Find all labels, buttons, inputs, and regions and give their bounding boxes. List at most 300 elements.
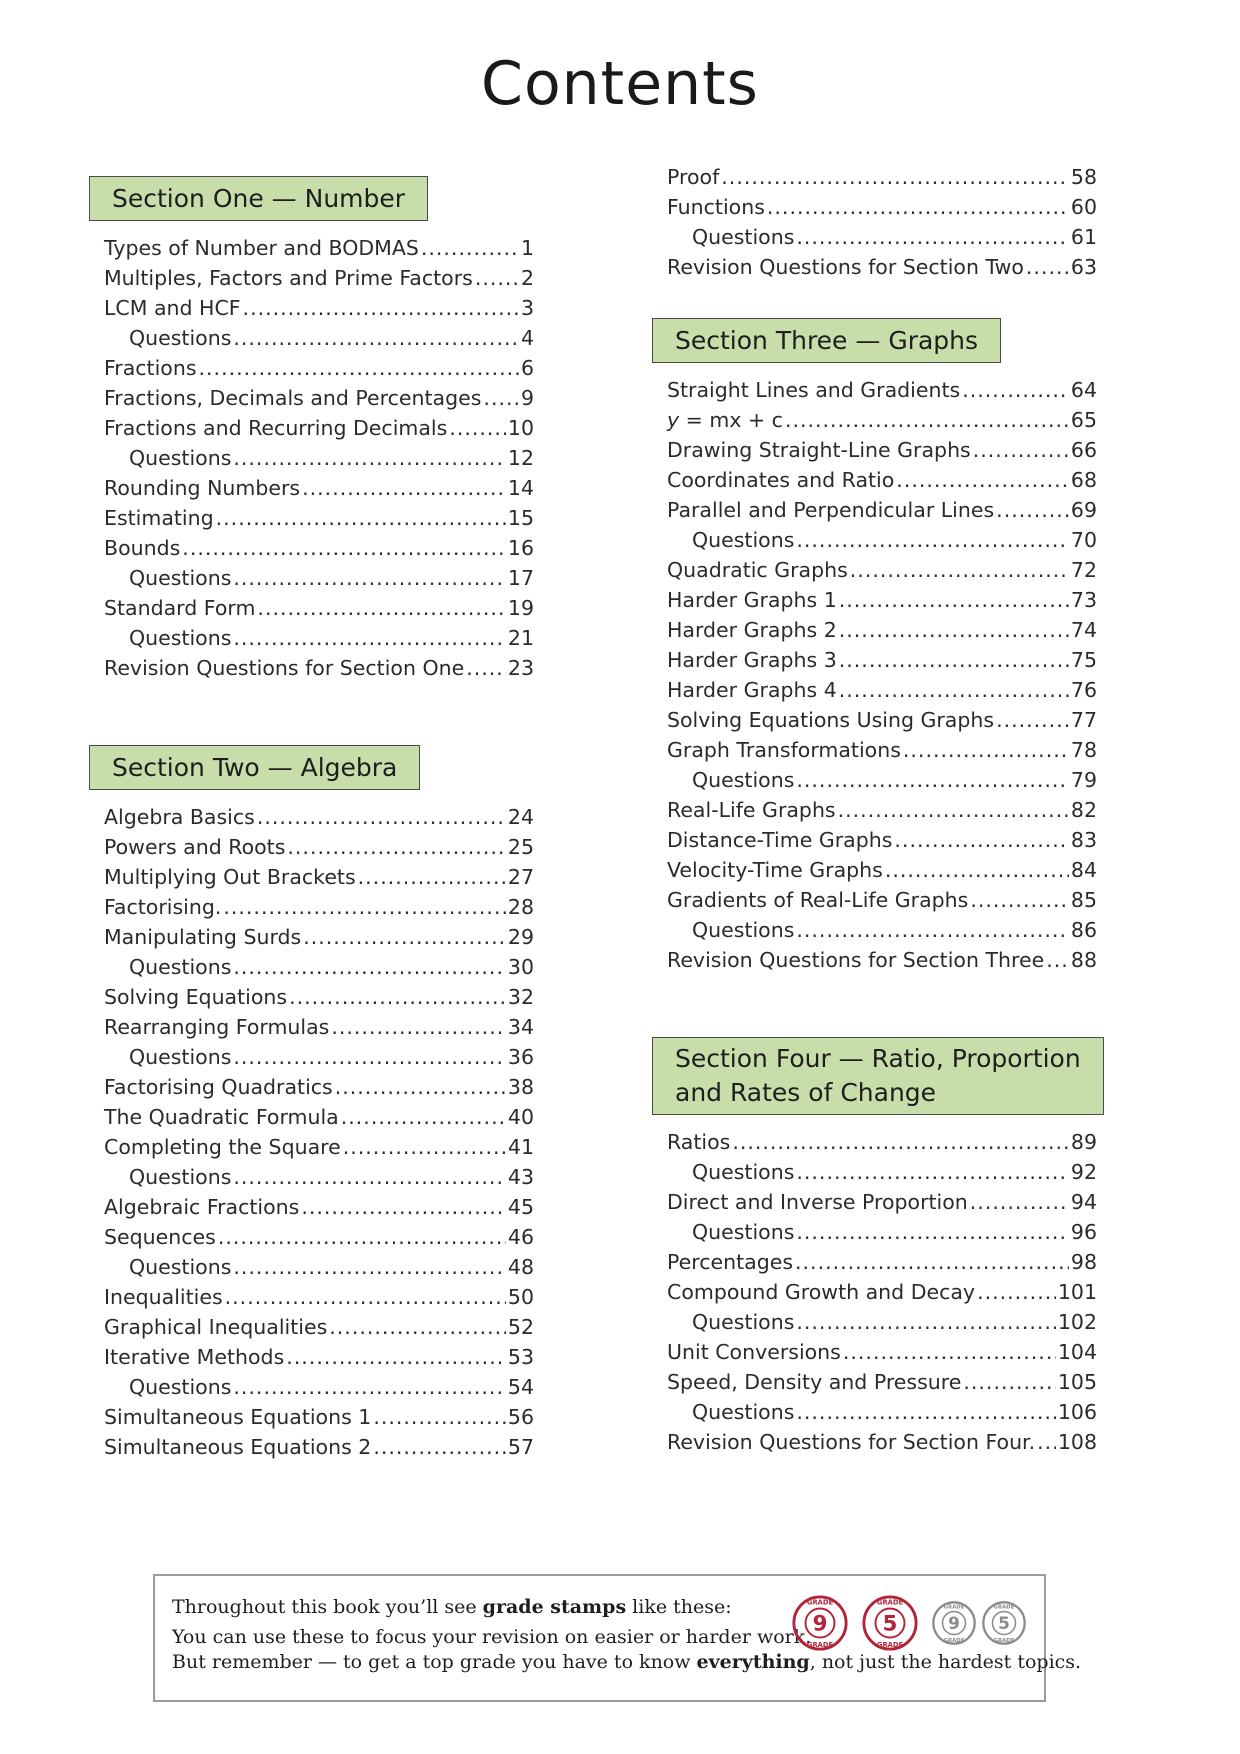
entry-page-number: 69 — [1070, 498, 1097, 522]
entry-page-number: 48 — [507, 1255, 534, 1279]
entry-page-number: 64 — [1070, 378, 1097, 402]
entry-page-number: 52 — [507, 1315, 534, 1339]
contents-entry[interactable] — [652, 765, 1097, 795]
contents-entry[interactable] — [89, 1372, 534, 1402]
contents-entry[interactable] — [652, 1427, 1097, 1457]
contents-entry[interactable] — [652, 162, 1097, 192]
entry-label: Bounds — [104, 536, 181, 560]
contents-entry[interactable] — [89, 293, 534, 323]
entry-page-number: 1 — [520, 236, 534, 260]
entry-label: Questions — [692, 918, 795, 942]
entry-label: Fractions, Decimals and Percentages — [104, 386, 482, 410]
dot-leader — [796, 222, 1069, 252]
notice-bold-text: grade stamps — [482, 1596, 627, 1618]
contents-entry[interactable] — [652, 1157, 1097, 1187]
entry-label: Functions — [667, 195, 765, 219]
entry-label: y = mx + c — [667, 408, 783, 432]
dot-leader — [287, 832, 506, 862]
dot-leader — [358, 862, 506, 892]
entry-label: Questions — [129, 1375, 232, 1399]
entry-label: Questions — [692, 225, 795, 249]
entry-page-number: 74 — [1070, 618, 1097, 642]
entry-label: Questions — [692, 528, 795, 552]
dot-leader — [257, 802, 506, 832]
dot-leader — [785, 405, 1069, 435]
contents-entry[interactable] — [652, 825, 1097, 855]
contents-entry[interactable] — [89, 982, 534, 1012]
section-spacer — [89, 683, 534, 745]
entry-page-number: 88 — [1070, 948, 1097, 972]
contents-entry[interactable] — [89, 383, 534, 413]
dot-leader — [223, 892, 506, 922]
entry-label: LCM and HCF — [104, 296, 241, 320]
entry-label: Revision Questions for Section Three — [667, 948, 1045, 972]
contents-entry[interactable] — [89, 862, 534, 892]
entry-label: Estimating — [104, 506, 214, 530]
entry-label: Standard Form — [104, 596, 256, 620]
dot-leader — [225, 1282, 506, 1312]
dot-leader — [218, 1222, 506, 1252]
dot-leader — [885, 855, 1069, 885]
contents-entry[interactable] — [652, 555, 1097, 585]
entry-page-number: 92 — [1070, 1160, 1097, 1184]
entry-label: Questions — [129, 1255, 232, 1279]
dot-leader — [1046, 945, 1069, 975]
grade-stamp-icon — [791, 1594, 849, 1652]
entry-page-number: 84 — [1070, 858, 1097, 882]
dot-leader — [233, 623, 506, 653]
page-title: Contents — [481, 49, 759, 119]
entry-page-number: 25 — [507, 835, 534, 859]
entry-label: Questions — [129, 1045, 232, 1069]
dot-leader — [796, 1397, 1055, 1427]
dot-leader — [182, 533, 506, 563]
entry-label: Harder Graphs 2 — [667, 618, 837, 642]
entry-label: Manipulating Surds — [104, 925, 302, 949]
dot-leader — [839, 645, 1069, 675]
dot-leader — [329, 1312, 506, 1342]
entry-page-number: 36 — [507, 1045, 534, 1069]
entry-page-number: 9 — [520, 386, 534, 410]
contents-entry[interactable] — [652, 1337, 1097, 1367]
entry-label: Fractions and Recurring Decimals — [104, 416, 448, 440]
contents-entry[interactable] — [652, 1187, 1097, 1217]
entry-page-number: 34 — [507, 1015, 534, 1039]
entry-page-number: 76 — [1070, 678, 1097, 702]
entry-page-number: 89 — [1070, 1130, 1097, 1154]
entry-label: Solving Equations — [104, 985, 288, 1009]
dot-leader — [996, 705, 1069, 735]
dot-leader — [796, 1307, 1055, 1337]
contents-entry[interactable] — [652, 1307, 1097, 1337]
entry-label: Iterative Methods — [104, 1345, 285, 1369]
contents-entry[interactable] — [89, 473, 534, 503]
entry-page-number: 17 — [507, 566, 534, 590]
entry-page-number: 63 — [1070, 255, 1097, 279]
contents-entry[interactable] — [89, 263, 534, 293]
contents-entry[interactable] — [652, 855, 1097, 885]
entry-page-number: 23 — [507, 656, 534, 680]
entry-page-number: 40 — [507, 1105, 534, 1129]
contents-entry[interactable] — [89, 563, 534, 593]
contents-entry[interactable] — [89, 1102, 534, 1132]
contents-entry[interactable] — [652, 885, 1097, 915]
entry-label: Questions — [129, 626, 232, 650]
entry-page-number: 12 — [507, 446, 534, 470]
dot-leader — [243, 293, 519, 323]
dot-leader — [341, 1102, 506, 1132]
entry-page-number: 105 — [1057, 1370, 1097, 1394]
entry-label: Questions — [692, 1310, 795, 1334]
contents-entry[interactable] — [652, 252, 1097, 282]
entry-page-number: 60 — [1070, 195, 1097, 219]
entry-label: Algebra Basics — [104, 805, 255, 829]
grade-stamp-icon — [861, 1594, 919, 1652]
dot-leader — [838, 795, 1069, 825]
entry-label: Questions — [129, 446, 232, 470]
dot-leader — [233, 1372, 506, 1402]
contents-entry[interactable] — [89, 952, 534, 982]
dot-leader — [233, 1252, 506, 1282]
entry-label: Straight Lines and Gradients — [667, 378, 961, 402]
entry-page-number: 96 — [1070, 1220, 1097, 1244]
dot-leader — [767, 192, 1069, 222]
entry-label: Proof — [667, 165, 720, 189]
entry-page-number: 85 — [1070, 888, 1097, 912]
contents-entry[interactable] — [89, 413, 534, 443]
dot-leader — [335, 1072, 506, 1102]
entry-label: Factorising. — [104, 895, 222, 919]
section-heading — [652, 318, 1001, 363]
entry-page-number: 50 — [507, 1285, 534, 1309]
entry-page-number: 4 — [520, 326, 534, 350]
entry-page-number: 21 — [507, 626, 534, 650]
contents-entry[interactable] — [652, 915, 1097, 945]
dot-leader — [216, 503, 506, 533]
section-heading-line: Section Three — Graphs — [675, 326, 979, 355]
contents-entry[interactable] — [89, 1012, 534, 1042]
dot-leader — [257, 593, 505, 623]
contents-entry[interactable] — [89, 593, 534, 623]
stamp-number: 9 — [812, 1611, 828, 1637]
dot-leader — [839, 615, 1069, 645]
entry-page-number: 77 — [1070, 708, 1097, 732]
stamp-number: 5 — [998, 1613, 1010, 1634]
entry-label: Rearranging Formulas — [104, 1015, 330, 1039]
entry-page-number: 16 — [507, 536, 534, 560]
entry-label: Types of Number and BODMAS — [104, 236, 419, 260]
dot-leader — [199, 353, 519, 383]
dot-leader — [896, 465, 1069, 495]
contents-entry[interactable] — [89, 503, 534, 533]
contents-entry[interactable] — [89, 1162, 534, 1192]
contents-entry[interactable] — [89, 1072, 534, 1102]
contents-entry[interactable] — [89, 1042, 534, 1072]
dot-leader — [839, 675, 1069, 705]
contents-entry[interactable] — [89, 1222, 534, 1252]
contents-entry[interactable] — [652, 1247, 1097, 1277]
dot-leader — [996, 495, 1069, 525]
contents-column-left — [89, 176, 534, 1462]
entry-page-number: 27 — [507, 865, 534, 889]
contents-entry[interactable] — [89, 233, 534, 263]
contents-entry[interactable] — [89, 1432, 534, 1462]
entry-page-number: 79 — [1070, 768, 1097, 792]
entry-label: Revision Questions for Section Four. — [667, 1430, 1036, 1454]
section-spacer — [652, 975, 1097, 1037]
contents-entry[interactable] — [652, 375, 1097, 405]
contents-entry[interactable] — [89, 1342, 534, 1372]
dot-leader — [973, 435, 1069, 465]
contents-entry[interactable] — [652, 705, 1097, 735]
dot-leader — [1026, 252, 1069, 282]
contents-entry[interactable] — [89, 1402, 534, 1432]
stamp-word-top: GRADE — [943, 1604, 965, 1611]
dot-leader — [373, 1432, 506, 1462]
contents-entry[interactable] — [89, 533, 534, 563]
entry-label: Graph Transformations — [667, 738, 901, 762]
notice-bold-text: everything — [696, 1651, 810, 1673]
contents-entry[interactable] — [89, 892, 534, 922]
contents-list — [89, 802, 534, 1462]
entry-label: Rounding Numbers — [104, 476, 301, 500]
dot-leader — [302, 473, 506, 503]
contents-entry[interactable] — [652, 222, 1097, 252]
contents-entry[interactable] — [652, 435, 1097, 465]
entry-page-number: 6 — [520, 356, 534, 380]
entry-page-number: 61 — [1070, 225, 1097, 249]
entry-page-number: 75 — [1070, 648, 1097, 672]
dot-leader — [721, 162, 1069, 192]
contents-entry[interactable] — [89, 1252, 534, 1282]
dot-leader — [963, 1367, 1055, 1397]
dot-leader — [466, 653, 506, 683]
entry-page-number: 2 — [520, 266, 534, 290]
entry-label: Direct and Inverse Proportion — [667, 1190, 968, 1214]
entry-label: The Quadratic Formula — [104, 1105, 339, 1129]
entry-page-number: 73 — [1070, 588, 1097, 612]
dot-leader — [796, 1157, 1069, 1187]
notice-line-2: You can use these to focus your revision on easier or harder work. — [172, 1626, 812, 1648]
dot-leader — [970, 1187, 1069, 1217]
notice-line-1 — [172, 1596, 732, 1618]
dot-leader — [301, 1192, 506, 1222]
entry-page-number: 106 — [1057, 1400, 1097, 1424]
entry-label: Revision Questions for Section One — [104, 656, 465, 680]
contents-entry[interactable] — [652, 1217, 1097, 1247]
dot-leader — [233, 323, 519, 353]
contents-column-right — [652, 165, 1097, 1457]
entry-label: Gradients of Real-Life Graphs — [667, 888, 969, 912]
contents-entry[interactable] — [652, 1277, 1097, 1307]
entry-label: Graphical Inequalities — [104, 1315, 328, 1339]
stamp-number: 5 — [882, 1611, 898, 1637]
notice-text: Throughout this book you’ll see — [172, 1596, 483, 1618]
contents-entry[interactable] — [89, 802, 534, 832]
entry-label: Drawing Straight-Line Graphs — [667, 438, 971, 462]
stamp-word-top: GRADE — [876, 1598, 904, 1607]
entry-page-number: 24 — [507, 805, 534, 829]
entry-label: Fractions — [104, 356, 197, 380]
dot-leader — [796, 765, 1069, 795]
contents-list — [652, 162, 1097, 282]
notice-text: , not just the hardest topics. — [809, 1651, 1082, 1673]
entry-page-number: 56 — [507, 1405, 534, 1429]
section-heading-line: Section One — Number — [112, 184, 406, 213]
section-heading-line: and Rates of Change — [675, 1078, 937, 1107]
contents-entry[interactable] — [652, 615, 1097, 645]
contents-entry[interactable] — [652, 192, 1097, 222]
entry-page-number: 68 — [1070, 468, 1097, 492]
dot-leader — [850, 555, 1069, 585]
entry-page-number: 65 — [1070, 408, 1097, 432]
contents-entry[interactable] — [89, 353, 534, 383]
entry-page-number: 19 — [507, 596, 534, 620]
contents-entry[interactable] — [89, 623, 534, 653]
dot-leader — [977, 1277, 1056, 1307]
entry-label: Percentages — [667, 1250, 794, 1274]
dot-leader — [233, 1042, 506, 1072]
dot-leader — [795, 1247, 1069, 1277]
entry-label: Distance-Time Graphs — [667, 828, 893, 852]
grade-stamp-icon — [931, 1600, 977, 1646]
contents-entry[interactable] — [652, 1367, 1097, 1397]
entry-page-number: 104 — [1057, 1340, 1097, 1364]
dot-leader — [421, 233, 519, 263]
entry-label: Compound Growth and Decay — [667, 1280, 976, 1304]
entry-page-number: 86 — [1070, 918, 1097, 942]
entry-label: Questions — [692, 768, 795, 792]
entry-page-number: 82 — [1070, 798, 1097, 822]
entry-label: Harder Graphs 4 — [667, 678, 837, 702]
entry-label: Questions — [129, 566, 232, 590]
contents-entry[interactable] — [652, 495, 1097, 525]
grade-stamp-notice — [153, 1574, 1082, 1702]
grade-stamp-icon — [981, 1600, 1027, 1646]
dot-leader — [289, 982, 506, 1012]
contents-entry[interactable] — [89, 922, 534, 952]
dot-leader — [839, 585, 1069, 615]
stamp-word-bottom: GRADE — [806, 1641, 834, 1650]
dot-leader — [796, 1217, 1069, 1247]
contents-entry[interactable] — [652, 645, 1097, 675]
dot-leader — [233, 1162, 506, 1192]
entry-label: Questions — [129, 326, 232, 350]
contents-list — [652, 1127, 1097, 1457]
contents-entry[interactable] — [652, 1127, 1097, 1157]
contents-entry[interactable] — [652, 945, 1097, 975]
entry-label: Speed, Density and Pressure — [667, 1370, 962, 1394]
entry-page-number: 57 — [507, 1435, 534, 1459]
dot-leader — [1037, 1427, 1056, 1457]
entry-page-number: 15 — [507, 506, 534, 530]
contents-list — [89, 233, 534, 683]
contents-entry[interactable] — [89, 1312, 534, 1342]
entry-label: Simultaneous Equations 1 — [104, 1405, 372, 1429]
notice-text: But remember — to get a top grade you have to know — [172, 1651, 697, 1673]
contents-entry[interactable] — [89, 653, 534, 683]
entry-label: Multiples, Factors and Prime Factors — [104, 266, 473, 290]
entry-page-number: 30 — [507, 955, 534, 979]
stamp-word-bottom: GRADE — [993, 1638, 1015, 1645]
entry-label: Sequences — [104, 1225, 216, 1249]
entry-label: Coordinates and Ratio — [667, 468, 895, 492]
contents-entry[interactable] — [652, 735, 1097, 765]
entry-label: Harder Graphs 1 — [667, 588, 837, 612]
contents-entry[interactable] — [89, 443, 534, 473]
entry-page-number: 38 — [507, 1075, 534, 1099]
entry-label: Questions — [692, 1400, 795, 1424]
dot-leader — [233, 952, 506, 982]
entry-page-number: 102 — [1057, 1310, 1097, 1334]
section-heading — [652, 1037, 1104, 1115]
entry-page-number: 70 — [1070, 528, 1097, 552]
entry-label: Revision Questions for Section Two — [667, 255, 1024, 279]
section-heading-line: Section Two — Algebra — [112, 753, 398, 782]
dot-leader — [796, 525, 1069, 555]
entry-page-number: 45 — [507, 1195, 534, 1219]
contents-entry[interactable] — [652, 1397, 1097, 1427]
contents-entry[interactable] — [89, 1282, 534, 1312]
entry-label: Questions — [129, 955, 232, 979]
entry-label: Questions — [692, 1220, 795, 1244]
entry-page-number: 53 — [507, 1345, 534, 1369]
contents-entry[interactable] — [652, 675, 1097, 705]
contents-entry[interactable] — [89, 1132, 534, 1162]
dot-leader — [796, 915, 1069, 945]
entry-label: Multiplying Out Brackets — [104, 865, 356, 889]
contents-entry[interactable] — [652, 795, 1097, 825]
entry-page-number: 66 — [1070, 438, 1097, 462]
entry-page-number: 72 — [1070, 558, 1097, 582]
entry-page-number: 54 — [507, 1375, 534, 1399]
contents-entry[interactable] — [652, 525, 1097, 555]
section-spacer — [652, 282, 1097, 318]
entry-page-number: 3 — [520, 296, 534, 320]
stamp-number: 9 — [948, 1613, 960, 1634]
contents-entry[interactable] — [652, 585, 1097, 615]
dot-leader — [732, 1127, 1069, 1157]
contents-entry[interactable] — [89, 323, 534, 353]
contents-entry[interactable] — [89, 832, 534, 862]
contents-entry[interactable] — [652, 465, 1097, 495]
dot-leader — [903, 735, 1069, 765]
dot-leader — [894, 825, 1069, 855]
entry-page-number: 28 — [507, 895, 534, 919]
dot-leader — [233, 563, 506, 593]
dot-leader — [475, 263, 519, 293]
entry-label: Parallel and Perpendicular Lines — [667, 498, 995, 522]
entry-page-number: 98 — [1070, 1250, 1097, 1274]
notice-text: like these: — [626, 1596, 732, 1618]
entry-label: Solving Equations Using Graphs — [667, 708, 995, 732]
dot-leader — [843, 1337, 1056, 1367]
contents-entry[interactable] — [652, 405, 1097, 435]
contents-list — [652, 375, 1097, 975]
entry-page-number: 94 — [1070, 1190, 1097, 1214]
stamp-word-top: GRADE — [806, 1598, 834, 1607]
entry-page-number: 108 — [1057, 1430, 1097, 1454]
stamp-word-bottom: GRADE — [943, 1638, 965, 1645]
stamp-word-bottom: GRADE — [876, 1641, 904, 1650]
dot-leader — [331, 1012, 506, 1042]
entry-label: Inequalities — [104, 1285, 223, 1309]
dot-leader — [303, 922, 506, 952]
entry-page-number: 46 — [507, 1225, 534, 1249]
dot-leader — [233, 443, 506, 473]
dot-leader — [449, 413, 506, 443]
contents-entry[interactable] — [89, 1192, 534, 1222]
